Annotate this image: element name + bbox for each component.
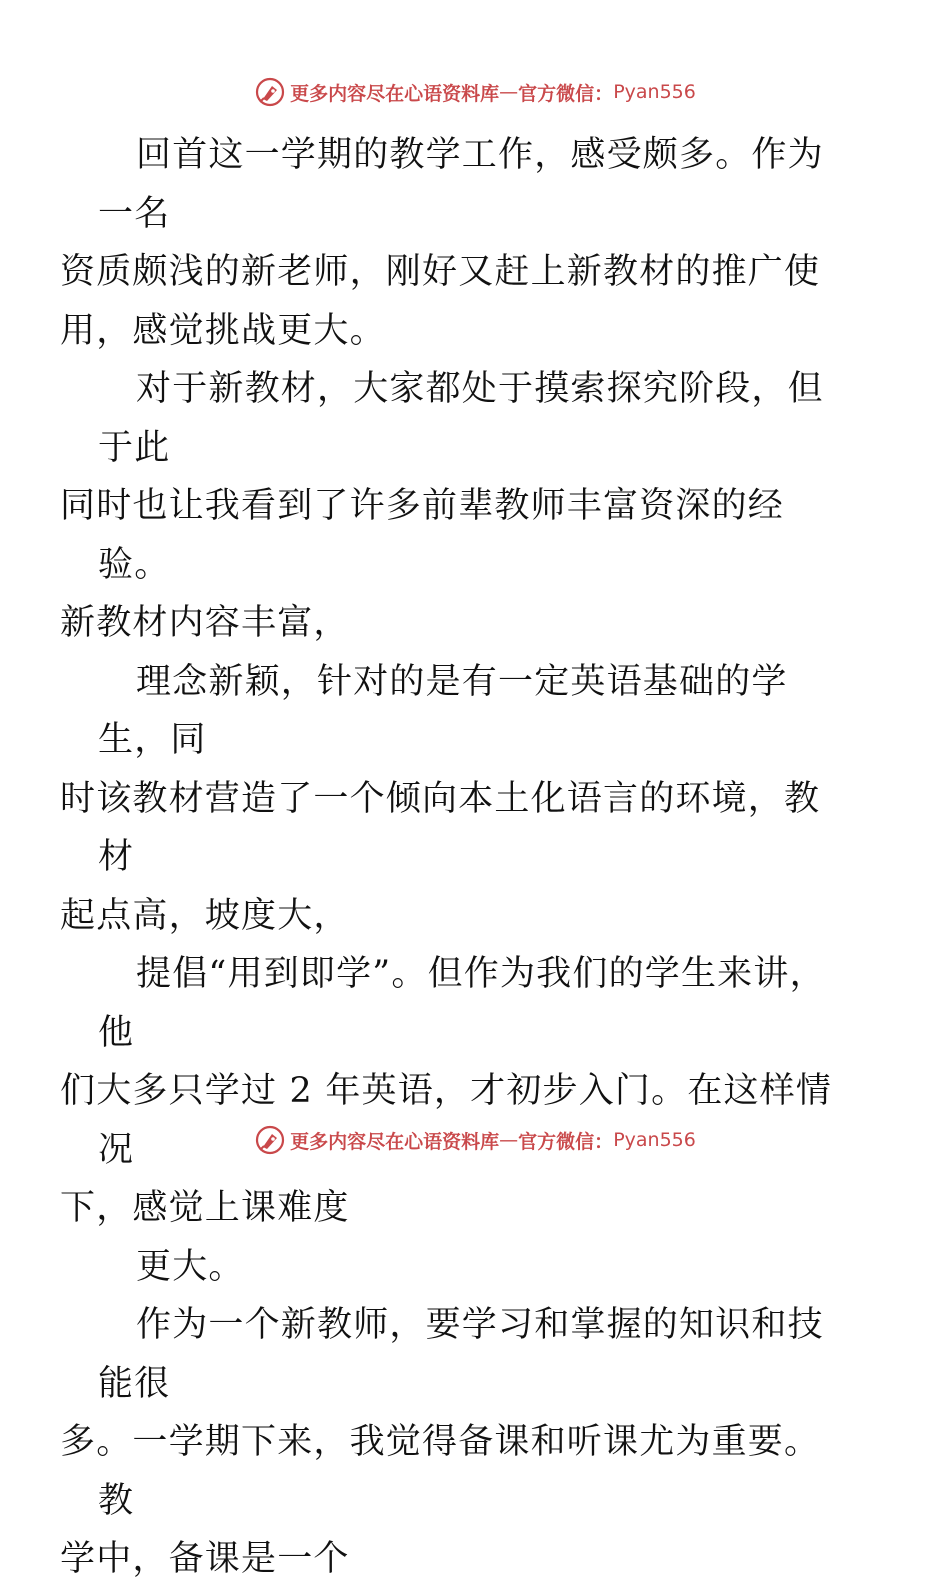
text-line: 新教材内容丰富， [60,603,350,643]
text-line: 时该教材营造了一个倾向本土化语言的环境，教材 [60,778,821,877]
banner-brand-text: 更多内容尽在心语资料库 [290,82,500,105]
text-line: 更大。 [136,1246,245,1287]
paragraph [60,653,854,946]
text-line: 多。一学期下来，我觉得备课和听课尤为重要。教 [60,1422,821,1521]
text-line: 用，感觉挑战更大。 [60,310,386,351]
banner-separator: — [499,81,519,103]
text-line: 同时也让我看到了许多前辈教师丰富资深的经验。 [60,486,785,585]
text-line: 学中，备课是一个 [60,1539,350,1579]
paragraph [60,945,854,1238]
footer-banner [0,1120,950,1160]
banner-wechat-id: Pyan556 [613,1129,696,1151]
paragraph [60,360,854,653]
text-line: 们大多只学过 2 年英语，才初步入门。在这样情况 [60,1071,833,1170]
banner-wechat-id: Pyan556 [613,81,696,103]
pen-nib-logo-icon [254,1124,286,1156]
text-line: 理念新颖，针对的是有一定英语基础的学生，同 [98,661,788,760]
text-line: 资质颇浅的新老师，刚好又赶上新教材的推广使 [60,252,821,292]
text-line: 对于新教材，大家都处于摸索探究阶段，但于此 [98,369,824,468]
paragraph [60,1296,854,1589]
banner-wechat-label: 官方微信： [518,82,614,105]
paragraph [60,126,854,360]
banner-brand-text: 更多内容尽在心语资料库 [290,1130,500,1153]
text-line: 起点高，坡度大， [60,895,350,936]
pen-nib-logo-icon [254,76,286,108]
banner-wechat-label: 官方微信： [518,1130,614,1153]
document-body [60,126,854,1589]
text-line: 提倡“用到即学”。但作为我们的学生来讲，他 [98,954,826,1053]
paragraph [98,1238,854,1297]
text-line: 回首这一学期的教学工作，感受颇多。作为一名 [98,135,824,234]
text-line: 作为一个新教师，要学习和掌握的知识和技能很 [98,1305,824,1404]
banner-separator: — [499,1129,519,1151]
header-banner [0,72,950,112]
text-line: 下，感觉上课难度 [60,1188,350,1228]
